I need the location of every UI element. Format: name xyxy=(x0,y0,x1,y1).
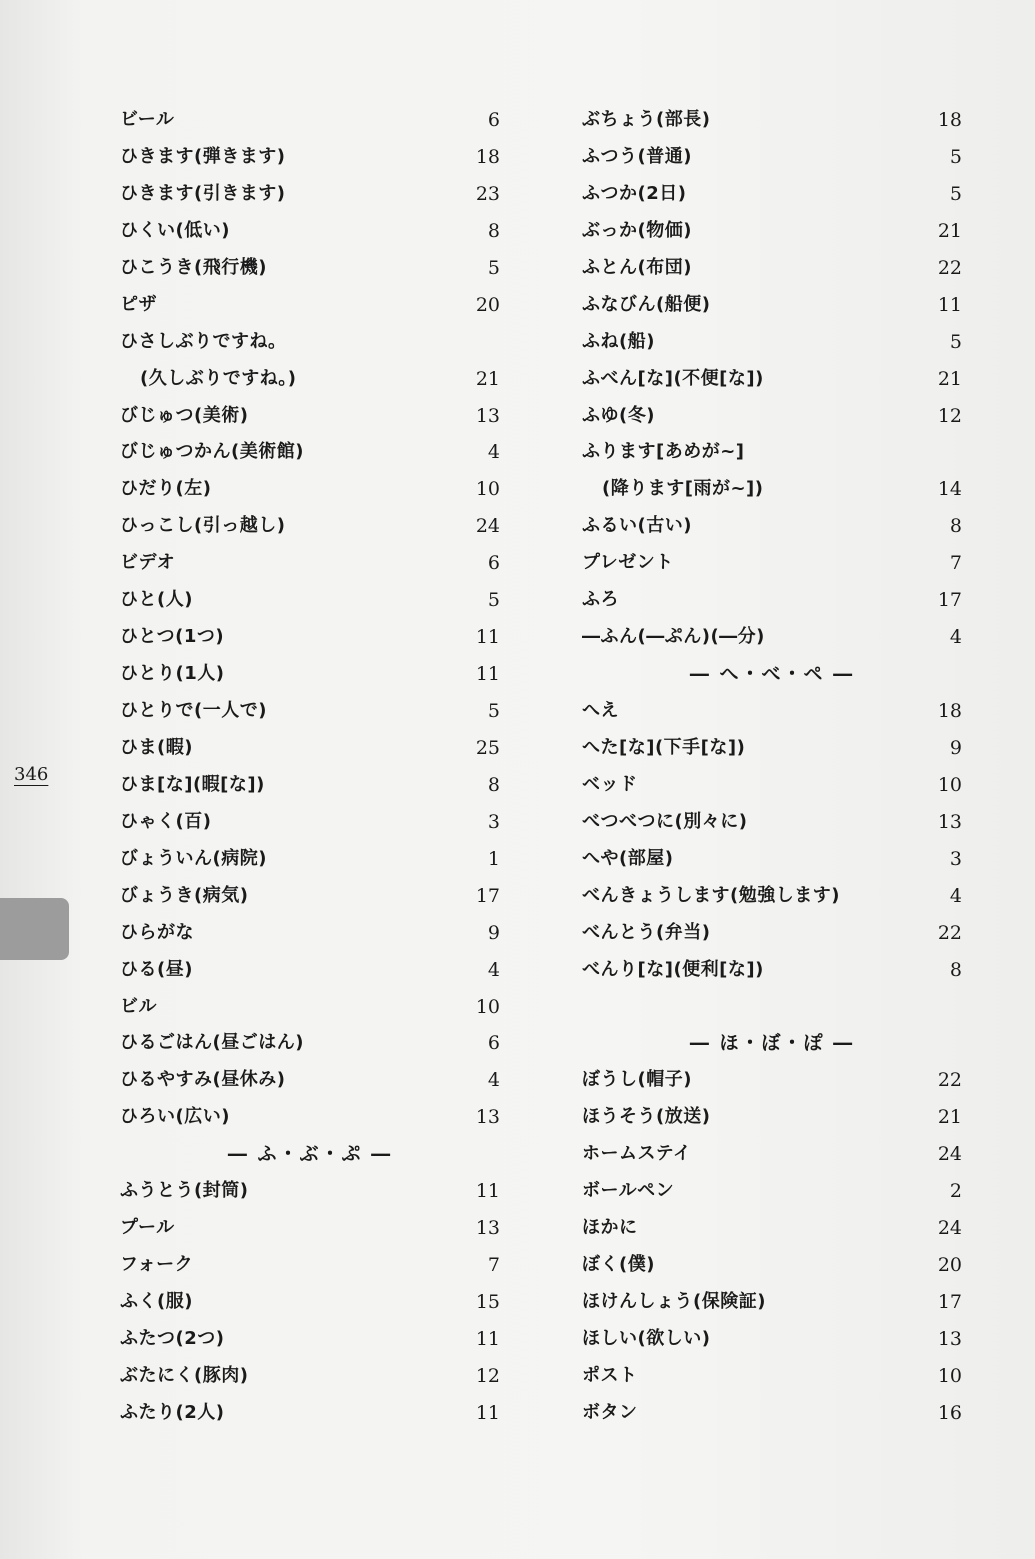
entry-term: ぼく(僕) xyxy=(582,1254,655,1276)
entry-term: ふろ xyxy=(582,589,619,611)
entry-term: ビデオ xyxy=(120,552,176,574)
entry-term: ふゆ(冬) xyxy=(582,404,655,426)
glossary-entry xyxy=(120,1395,500,1432)
glossary-entry xyxy=(120,324,500,361)
entry-term: ひこうき(飛行機) xyxy=(120,256,267,278)
entry-lesson-number: 22 xyxy=(937,1069,962,1092)
glossary-entry xyxy=(582,1358,962,1395)
entry-lesson-number: 11 xyxy=(475,1327,500,1350)
entry-term: べんり[な](便利[な]) xyxy=(582,958,764,980)
entry-term: ホームステイ xyxy=(582,1143,692,1165)
glossary-entry xyxy=(120,287,500,324)
entry-lesson-number: 17 xyxy=(475,884,500,907)
entry-term: ぶちょう(部長) xyxy=(582,109,711,130)
entry-lesson-number: 10 xyxy=(937,773,962,796)
entry-term: ふります[あめが~] xyxy=(582,441,745,463)
entry-term: (久しぶりですね。) xyxy=(140,367,297,389)
glossary-entry xyxy=(120,1099,500,1136)
entry-term: ひとり(1人) xyxy=(120,663,225,685)
entry-lesson-number: 5 xyxy=(487,589,500,612)
entry-lesson-number: 12 xyxy=(475,1364,500,1387)
glossary-entry xyxy=(582,398,962,435)
entry-term: ひるごはん(昼ごはん) xyxy=(120,1032,304,1054)
glossary-entry xyxy=(582,361,962,398)
glossary-entry xyxy=(120,952,500,989)
entry-term: ふとん(布団) xyxy=(582,256,692,278)
glossary-entry xyxy=(120,1321,500,1358)
entry-term: へた[な](下手[な]) xyxy=(582,736,746,758)
entry-term: ふく(服) xyxy=(120,1291,193,1312)
glossary-entry xyxy=(582,1136,962,1173)
section-header: ― ほ・ぼ・ぽ ― xyxy=(689,1032,855,1055)
glossary-entry xyxy=(582,102,962,139)
glossary-entry xyxy=(120,1358,500,1395)
glossary-entry xyxy=(120,619,500,656)
entry-term: へや(部屋) xyxy=(582,847,674,869)
entry-lesson-number: 13 xyxy=(475,1217,500,1240)
entry-lesson-number: 23 xyxy=(475,182,500,205)
entry-lesson-number: 17 xyxy=(937,589,962,612)
entry-lesson-number: 4 xyxy=(949,884,962,907)
entry-term: ふうとう(封筒) xyxy=(120,1180,249,1202)
glossary-entry xyxy=(120,1247,500,1284)
entry-lesson-number: 11 xyxy=(475,1401,500,1424)
entry-term: ひくい(低い) xyxy=(120,219,230,241)
entry-term: ―ふん(―ぷん)(―分) xyxy=(582,626,765,648)
entry-term: びじゅつかん(美術館) xyxy=(120,441,304,463)
entry-lesson-number: 8 xyxy=(487,219,500,242)
glossary-entry xyxy=(120,471,500,508)
glossary-entry xyxy=(120,361,500,398)
entry-lesson-number: 24 xyxy=(475,515,500,538)
entry-lesson-number: 12 xyxy=(937,404,962,427)
glossary-entry xyxy=(120,434,500,471)
entry-term: ふね(船) xyxy=(582,330,655,352)
entry-lesson-number: 6 xyxy=(487,552,500,575)
entry-term: ひらがな xyxy=(120,921,194,943)
entry-lesson-number: 6 xyxy=(487,109,500,131)
glossary-entry xyxy=(582,1321,962,1358)
glossary-entry xyxy=(582,434,962,471)
entry-term: プレゼント xyxy=(582,552,674,574)
entry-lesson-number: 3 xyxy=(949,847,962,870)
glossary-entry xyxy=(582,508,962,545)
glossary-entry xyxy=(120,915,500,952)
entry-lesson-number: 11 xyxy=(937,293,962,316)
entry-lesson-number: 22 xyxy=(937,921,962,944)
entry-term: びじゅつ(美術) xyxy=(120,404,249,426)
glossary-entry xyxy=(120,1284,500,1321)
glossary-entry xyxy=(582,693,962,730)
glossary-entry xyxy=(120,656,500,693)
entry-lesson-number: 10 xyxy=(475,995,500,1018)
entry-term: フォーク xyxy=(120,1254,194,1276)
entry-term: ぼうし(帽子) xyxy=(582,1069,692,1091)
glossary-entry xyxy=(120,841,500,878)
entry-lesson-number: 9 xyxy=(487,921,500,944)
entry-term: ほしい(欲しい) xyxy=(582,1327,711,1349)
glossary-entry xyxy=(582,1062,962,1099)
entry-lesson-number: 5 xyxy=(949,145,962,168)
glossary-entry xyxy=(120,767,500,804)
entry-term: ほうそう(放送) xyxy=(582,1106,711,1128)
entry-term: ぶたにく(豚肉) xyxy=(120,1364,249,1386)
entry-lesson-number: 8 xyxy=(949,515,962,538)
entry-lesson-number: 10 xyxy=(475,478,500,501)
entry-term: ほかに xyxy=(582,1217,638,1239)
glossary-entry xyxy=(582,471,962,508)
glossary-entry xyxy=(582,1284,962,1321)
entry-lesson-number: 4 xyxy=(487,958,500,981)
entry-lesson-number: 4 xyxy=(487,441,500,464)
entry-lesson-number: 14 xyxy=(937,478,962,501)
entry-term: へえ xyxy=(582,700,619,721)
glossary-entry xyxy=(582,841,962,878)
entry-lesson-number: 20 xyxy=(937,1254,962,1277)
entry-term: ひとつ(1つ) xyxy=(120,626,225,648)
entry-term: ひっこし(引っ越し) xyxy=(120,515,286,537)
glossary-entry xyxy=(120,508,500,545)
entry-lesson-number: 13 xyxy=(475,1106,500,1129)
entry-term: ひま[な](暇[な]) xyxy=(120,773,265,795)
entry-term: プール xyxy=(120,1217,175,1239)
entry-lesson-number: 16 xyxy=(937,1401,962,1424)
entry-lesson-number: 11 xyxy=(475,663,500,686)
glossary-entry xyxy=(582,139,962,176)
entry-term: べつべつに(別々に) xyxy=(582,810,748,832)
entry-term: ひさしぶりですね。 xyxy=(120,330,287,352)
entry-term: ふたり(2人) xyxy=(120,1401,225,1423)
glossary-entry xyxy=(582,250,962,287)
entry-term: ふなびん(船便) xyxy=(582,293,711,315)
entry-lesson-number: 8 xyxy=(487,773,500,796)
entry-term: ベッド xyxy=(582,773,638,795)
entry-lesson-number: 15 xyxy=(475,1291,500,1313)
glossary-column-left xyxy=(120,102,500,1432)
glossary-entry xyxy=(582,545,962,582)
entry-term: ひろい(広い) xyxy=(120,1106,230,1128)
glossary-column-right xyxy=(582,102,962,1432)
glossary-entry xyxy=(120,1062,500,1099)
entry-lesson-number: 5 xyxy=(949,182,962,205)
glossary-entry xyxy=(582,1247,962,1284)
glossary-entry xyxy=(582,582,962,619)
entry-lesson-number: 8 xyxy=(949,958,962,981)
glossary-entry xyxy=(582,213,962,250)
entry-lesson-number: 11 xyxy=(475,1180,500,1203)
entry-term: ひきます(引きます) xyxy=(120,182,286,204)
entry-lesson-number: 3 xyxy=(487,810,500,833)
entry-lesson-number: 20 xyxy=(475,293,500,316)
entry-lesson-number: 21 xyxy=(937,219,962,242)
glossary-entry xyxy=(582,730,962,767)
entry-lesson-number: 5 xyxy=(949,330,962,353)
spacer-row xyxy=(582,989,962,1026)
glossary-entry xyxy=(582,176,962,213)
entry-lesson-number: 5 xyxy=(487,700,500,722)
entry-term: ひきます(弾きます) xyxy=(120,145,286,167)
entry-lesson-number: 18 xyxy=(937,700,962,722)
glossary-entry xyxy=(582,1210,962,1247)
glossary-entry xyxy=(582,1099,962,1136)
entry-lesson-number: 21 xyxy=(937,1106,962,1129)
entry-term: ひるやすみ(昼休み) xyxy=(120,1069,286,1091)
glossary-entry xyxy=(120,213,500,250)
entry-term: ひま(暇) xyxy=(120,736,193,758)
entry-lesson-number: 25 xyxy=(475,736,500,759)
glossary-entry xyxy=(120,804,500,841)
glossary-entry xyxy=(120,730,500,767)
section-header: ― へ・べ・ペ ― xyxy=(689,663,855,686)
entry-lesson-number: 7 xyxy=(487,1254,500,1277)
entry-term: ふべん[な](不便[な]) xyxy=(582,367,764,389)
glossary-entry xyxy=(120,878,500,915)
entry-lesson-number: 13 xyxy=(937,810,962,833)
entry-term: ポスト xyxy=(582,1364,638,1386)
glossary-entry xyxy=(120,250,500,287)
entry-term: ひゃく(百) xyxy=(120,810,212,832)
entry-term: ボールペン xyxy=(582,1180,675,1202)
entry-term: ひる(昼) xyxy=(120,958,193,980)
entry-term: ビール xyxy=(120,109,175,130)
entry-lesson-number: 1 xyxy=(487,847,500,870)
entry-term: ふつか(2日) xyxy=(582,182,687,204)
glossary-entry xyxy=(120,693,500,730)
entry-term: (降ります[雨が~]) xyxy=(602,478,764,500)
glossary-entry xyxy=(120,176,500,213)
entry-lesson-number: 18 xyxy=(937,109,962,131)
entry-lesson-number: 24 xyxy=(937,1143,962,1166)
entry-term: ぶっか(物価) xyxy=(582,219,692,241)
entry-term: べんとう(弁当) xyxy=(582,921,711,943)
glossary-entry xyxy=(582,619,962,656)
entry-lesson-number: 22 xyxy=(937,256,962,279)
glossary-entry xyxy=(582,878,962,915)
entry-lesson-number: 21 xyxy=(475,367,500,390)
entry-lesson-number: 2 xyxy=(949,1180,962,1203)
entry-term: ふたつ(2つ) xyxy=(120,1327,225,1349)
glossary-entry xyxy=(582,1395,962,1432)
section-header: ― ふ・ぶ・ぷ ― xyxy=(227,1143,393,1166)
glossary-entry xyxy=(120,582,500,619)
glossary-entry xyxy=(582,804,962,841)
entry-lesson-number: 5 xyxy=(487,256,500,279)
glossary-entry xyxy=(120,545,500,582)
entry-lesson-number: 11 xyxy=(475,626,500,649)
glossary-entry xyxy=(120,1173,500,1210)
entry-lesson-number: 21 xyxy=(937,367,962,390)
entry-term: ほけんしょう(保険証) xyxy=(582,1291,766,1312)
glossary-entry xyxy=(582,952,962,989)
glossary-entry xyxy=(120,1025,500,1062)
entry-lesson-number: 10 xyxy=(937,1364,962,1387)
glossary-entry xyxy=(582,767,962,804)
glossary-entry xyxy=(120,1210,500,1247)
entry-term: びょうき(病気) xyxy=(120,884,249,906)
entry-lesson-number: 18 xyxy=(475,145,500,168)
entry-term: ふつう(普通) xyxy=(582,145,692,167)
entry-term: ビル xyxy=(120,995,157,1017)
entry-lesson-number: 13 xyxy=(937,1327,962,1350)
entry-lesson-number: 13 xyxy=(475,404,500,427)
entry-lesson-number: 4 xyxy=(487,1069,500,1092)
entry-term: ひだり(左) xyxy=(120,478,212,500)
entry-term: べんきょうします(勉強します) xyxy=(582,884,840,906)
glossary-entry xyxy=(582,324,962,361)
entry-lesson-number: 7 xyxy=(949,552,962,575)
glossary-entry xyxy=(582,915,962,952)
entry-lesson-number: 17 xyxy=(937,1291,962,1313)
glossary-entry xyxy=(120,139,500,176)
thumb-index-tab xyxy=(0,898,69,960)
entry-term: ボタン xyxy=(582,1401,638,1423)
entry-lesson-number: 6 xyxy=(487,1032,500,1055)
entry-term: ひとりで(一人で) xyxy=(120,700,267,721)
page-number: 346 xyxy=(14,764,49,785)
glossary-entry xyxy=(582,1173,962,1210)
entry-lesson-number: 24 xyxy=(937,1217,962,1240)
glossary-entry xyxy=(582,287,962,324)
entry-lesson-number: 9 xyxy=(949,736,962,759)
entry-term: ひと(人) xyxy=(120,589,193,611)
entry-lesson-number: 4 xyxy=(949,626,962,649)
glossary-entry xyxy=(120,102,500,139)
glossary-entry xyxy=(120,989,500,1026)
glossary-entry xyxy=(120,398,500,435)
entry-term: ふるい(古い) xyxy=(582,515,692,537)
entry-term: ピザ xyxy=(120,293,157,315)
entry-term: びょういん(病院) xyxy=(120,847,267,869)
